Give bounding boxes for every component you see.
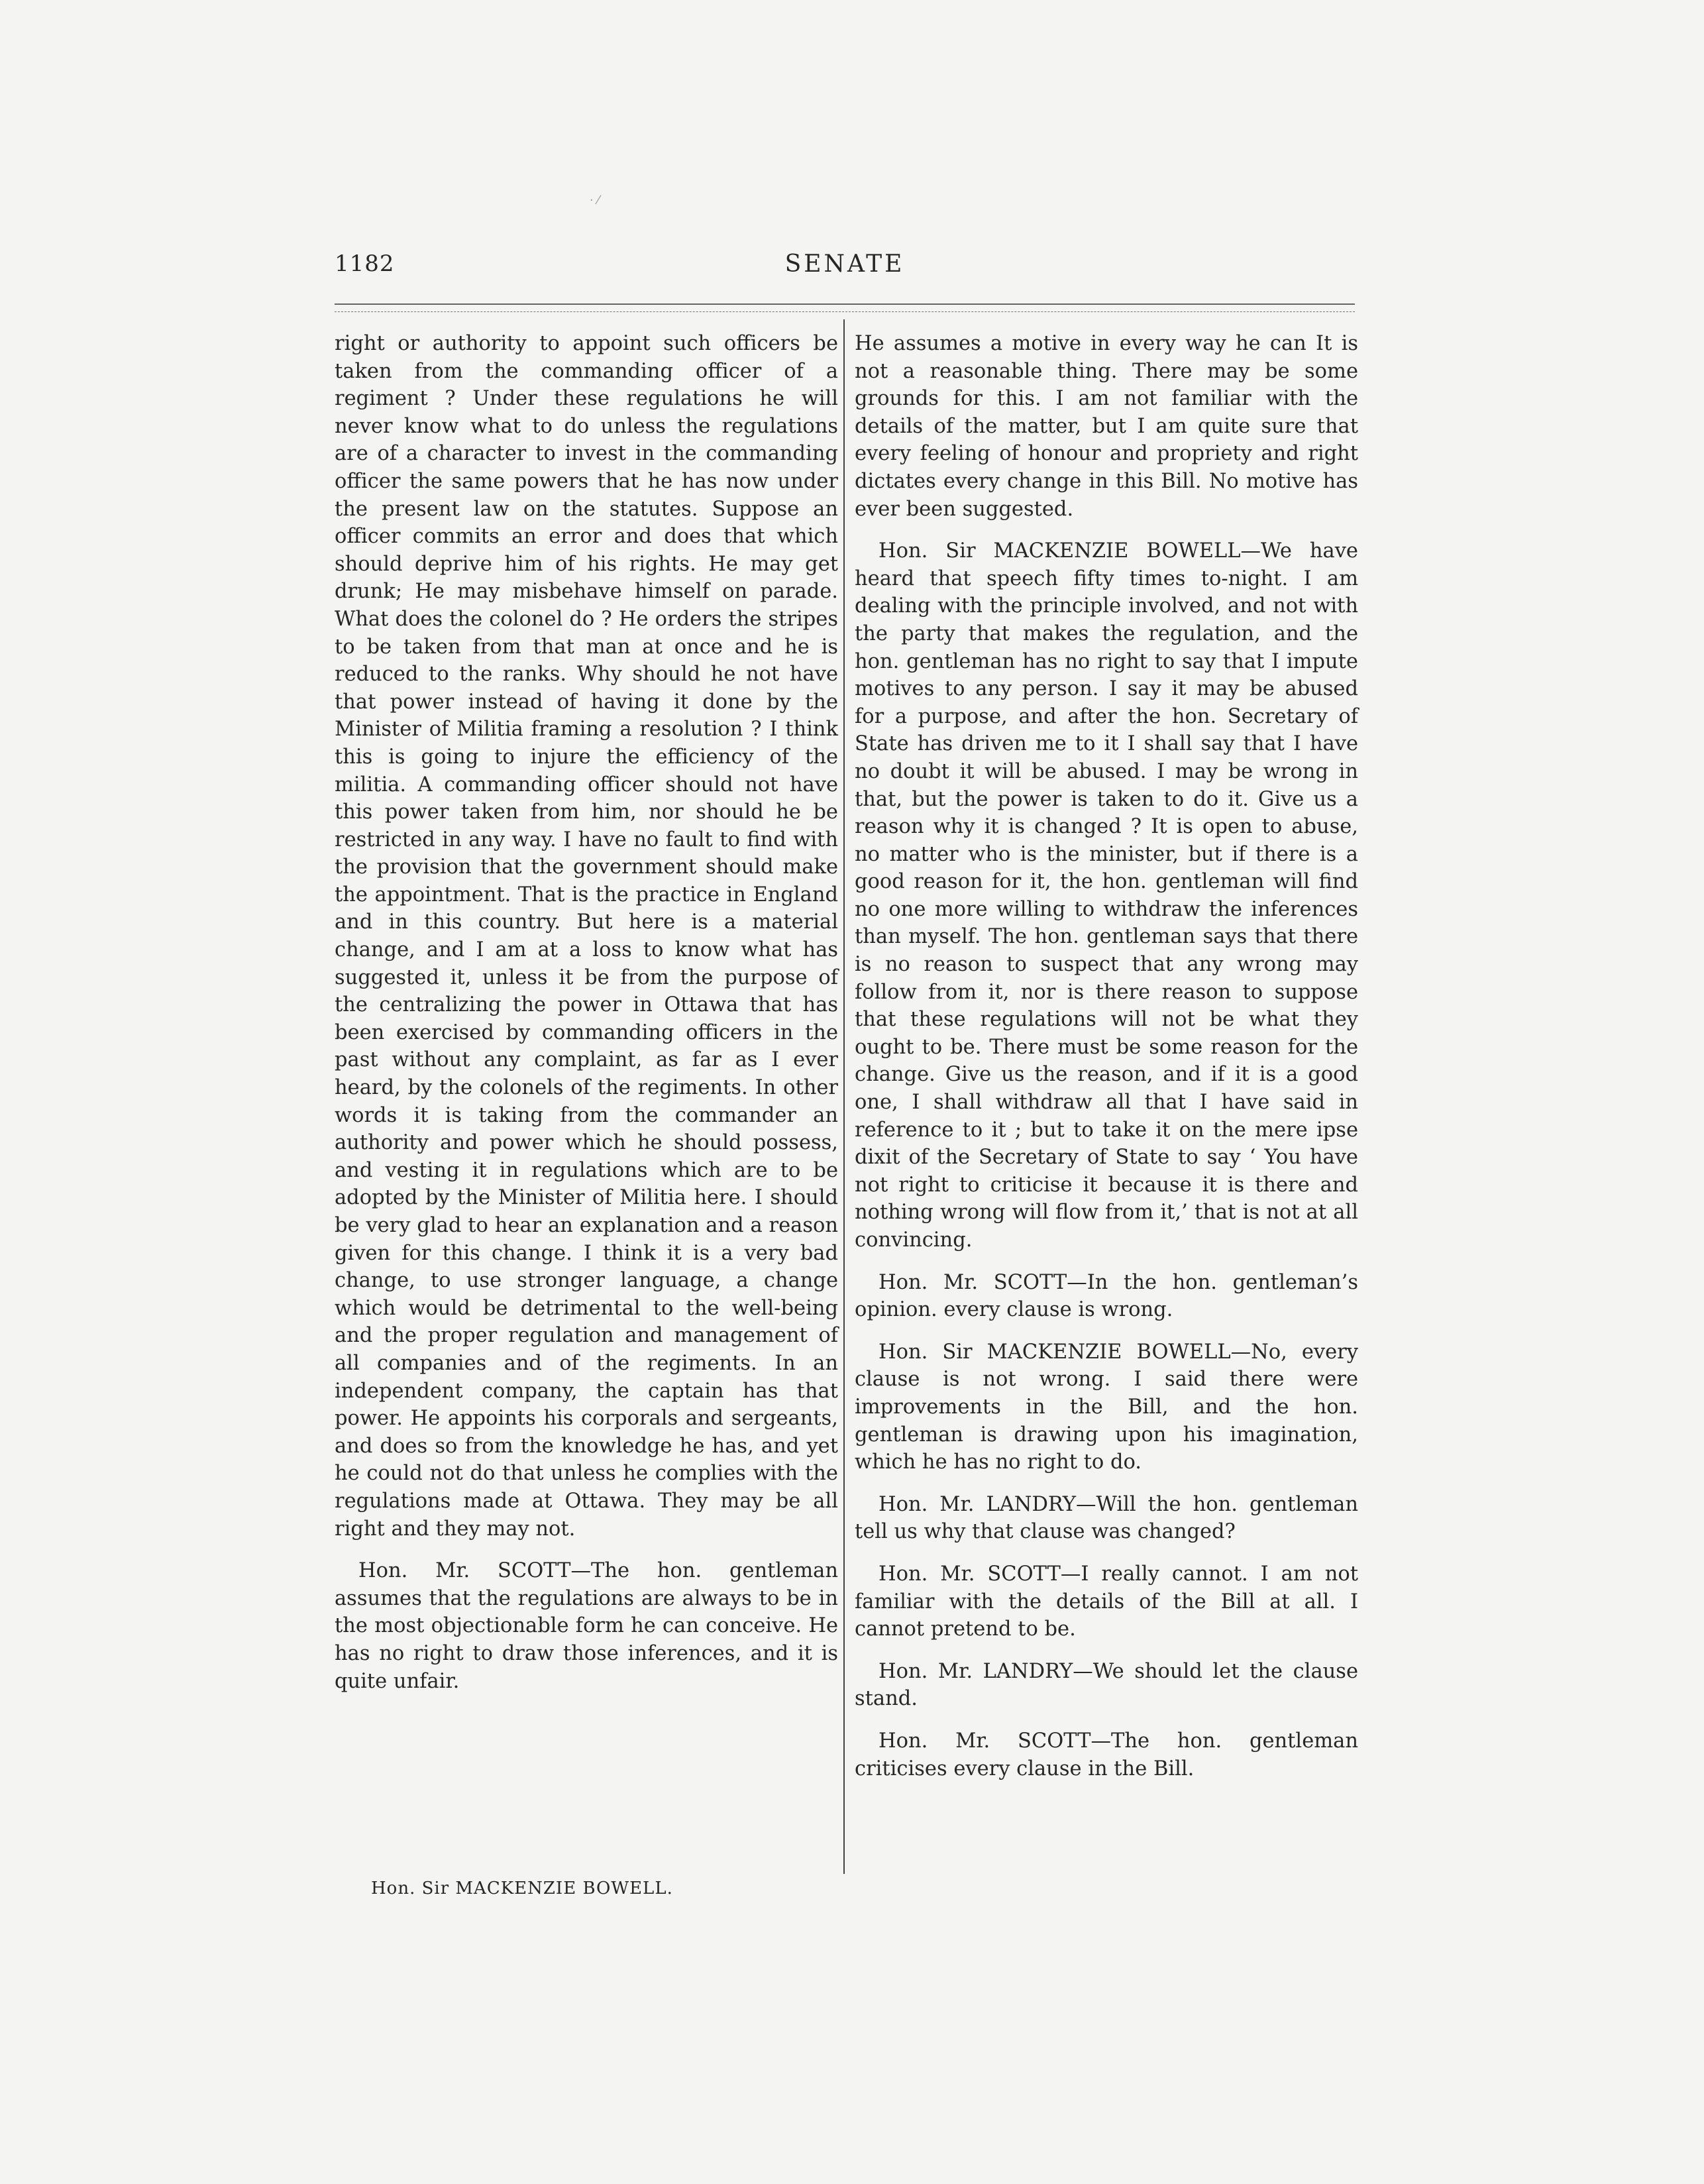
paragraph: Hon. Mr. LANDRY—We should let the clause stand. [855,1659,1358,1711]
column-divider [843,319,845,1874]
paragraph: Hon. Sir MACKENZIE BOWELL—No, every clause is not wrong. I said there were improvements in the Bill, and the hon. gentleman is drawing upon his imagination, which he has no right to do. [855,1340,1358,1474]
header-rule-secondary [335,311,1355,312]
running-title: SENATE [784,250,905,278]
paragraph: Hon. Mr. SCOTT—In the hon. gentleman’s opinion. every clause is wrong. [855,1270,1358,1322]
paragraph: right or authority to appoint such officers be taken from the commanding officer of a regiment ? Under these regulations he will never know what to do unless the regulations are of a character to invest in the commanding officer the same powers that he has now under the present law on the statutes. Suppose an officer commits an error and does that which should deprive him of his rights. He may get drunk; He may misbehave himself on parade. What does the colonel do ? He orders the stripes to be taken from that man at once and he is reduced to the ranks. Why should he not have that power instead of having it done by the Minister of Militia framing a resolution ? I think this is going to injure the efficiency of the militia. A commanding officer should not have this power taken from him, nor should he be restricted in any way. I have no fault to find with the provision that the government should make the appointment. That is the practice in England and in this country. But here is a material change, and I am at a loss to know what has suggested it, unless it be from the purpose of the centralizing the power in Ottawa that has been exercised by commanding officers in the past without any complaint, as far as I ever heard, by the colonels of the regiments. In other words it is taking from the commander an authority and power which he should possess, and vesting it in regulations which are to be adopted by the Minister of Militia here. I should be very glad to hear an explanation and a reason given for this change. I think it is a very bad change, to use stronger language, a change which would be detrimental to the well-being and the proper regulation and management of all companies and of the regiments. In an independent company, the captain has that power. He appoints his corporals and sergeants, and does so from the knowledge he has, and yet he could not do that unless he complies with the regulations made at Ottawa. They may be all right and they may not. [335,332,838,1541]
left-column [335,330,838,1710]
header-rule [335,303,1355,305]
catchline: Hon. Sir MACKENZIE BOWELL. [371,1879,673,1898]
paragraph: Hon. Mr. SCOTT—The hon. gentleman criticises every clause in the Bill. [855,1729,1358,1780]
paragraph: Hon. Mr. SCOTT—I really cannot. I am not familiar with the details of the Bill at all. I cannot pretend to be. [855,1562,1358,1641]
page-number: 1182 [335,250,395,277]
paragraph: He assumes a motive in every way he can It is not a reasonable thing. There may be some grounds for this. I am not familiar with the details of the matter, but I am quite sure that every feeling of honour and propriety and right dictates every change in this Bill. No motive has ever been suggested. [855,332,1358,521]
paragraph: Hon. Sir MACKENZIE BOWELL—We have heard that speech fifty times to-night. I am dealing with the principle involved, and not with the party that makes the regulation, and the hon. gentleman has no right to say that I impute motives to any person. I say it may be abused for a purpose, and after the hon. Secretary of State has driven me to it I shall say that I have no doubt it will be abused. I may be wrong in that, but the power is taken to do it. Give us a reason why it is changed ? It is open to abuse, no matter who is the minister, but if there is a good reason for it, the hon. gentleman will find no one more willing to withdraw the inferences than myself. The hon. gentleman says that there is no reason to suspect that any wrong may follow from it, nor is there reason to suppose that these regulations will not be what they ought to be. There must be some reason for the change. Give us the reason, and if it is a good one, I shall withdraw all that I have said in reference to it ; but to take it on the mere ipse dixit of the Secretary of State to say ‘ You have not right to criticise it because it is there and nothing wrong will flow from it,’ that is not at all convincing. [855,539,1358,1252]
stray-mark: · ⁄ [590,193,600,207]
right-column [855,330,1358,1797]
paragraph: Hon. Mr. SCOTT—The hon. gentleman assumes that the regulations are always to be in the most objectionable form he can conceive. He has no right to draw those inferences, and it is quite unfair. [335,1559,838,1693]
paragraph: Hon. Mr. LANDRY—Will the hon. gentleman tell us why that clause was changed? [855,1492,1358,1544]
page-header [335,250,1355,290]
